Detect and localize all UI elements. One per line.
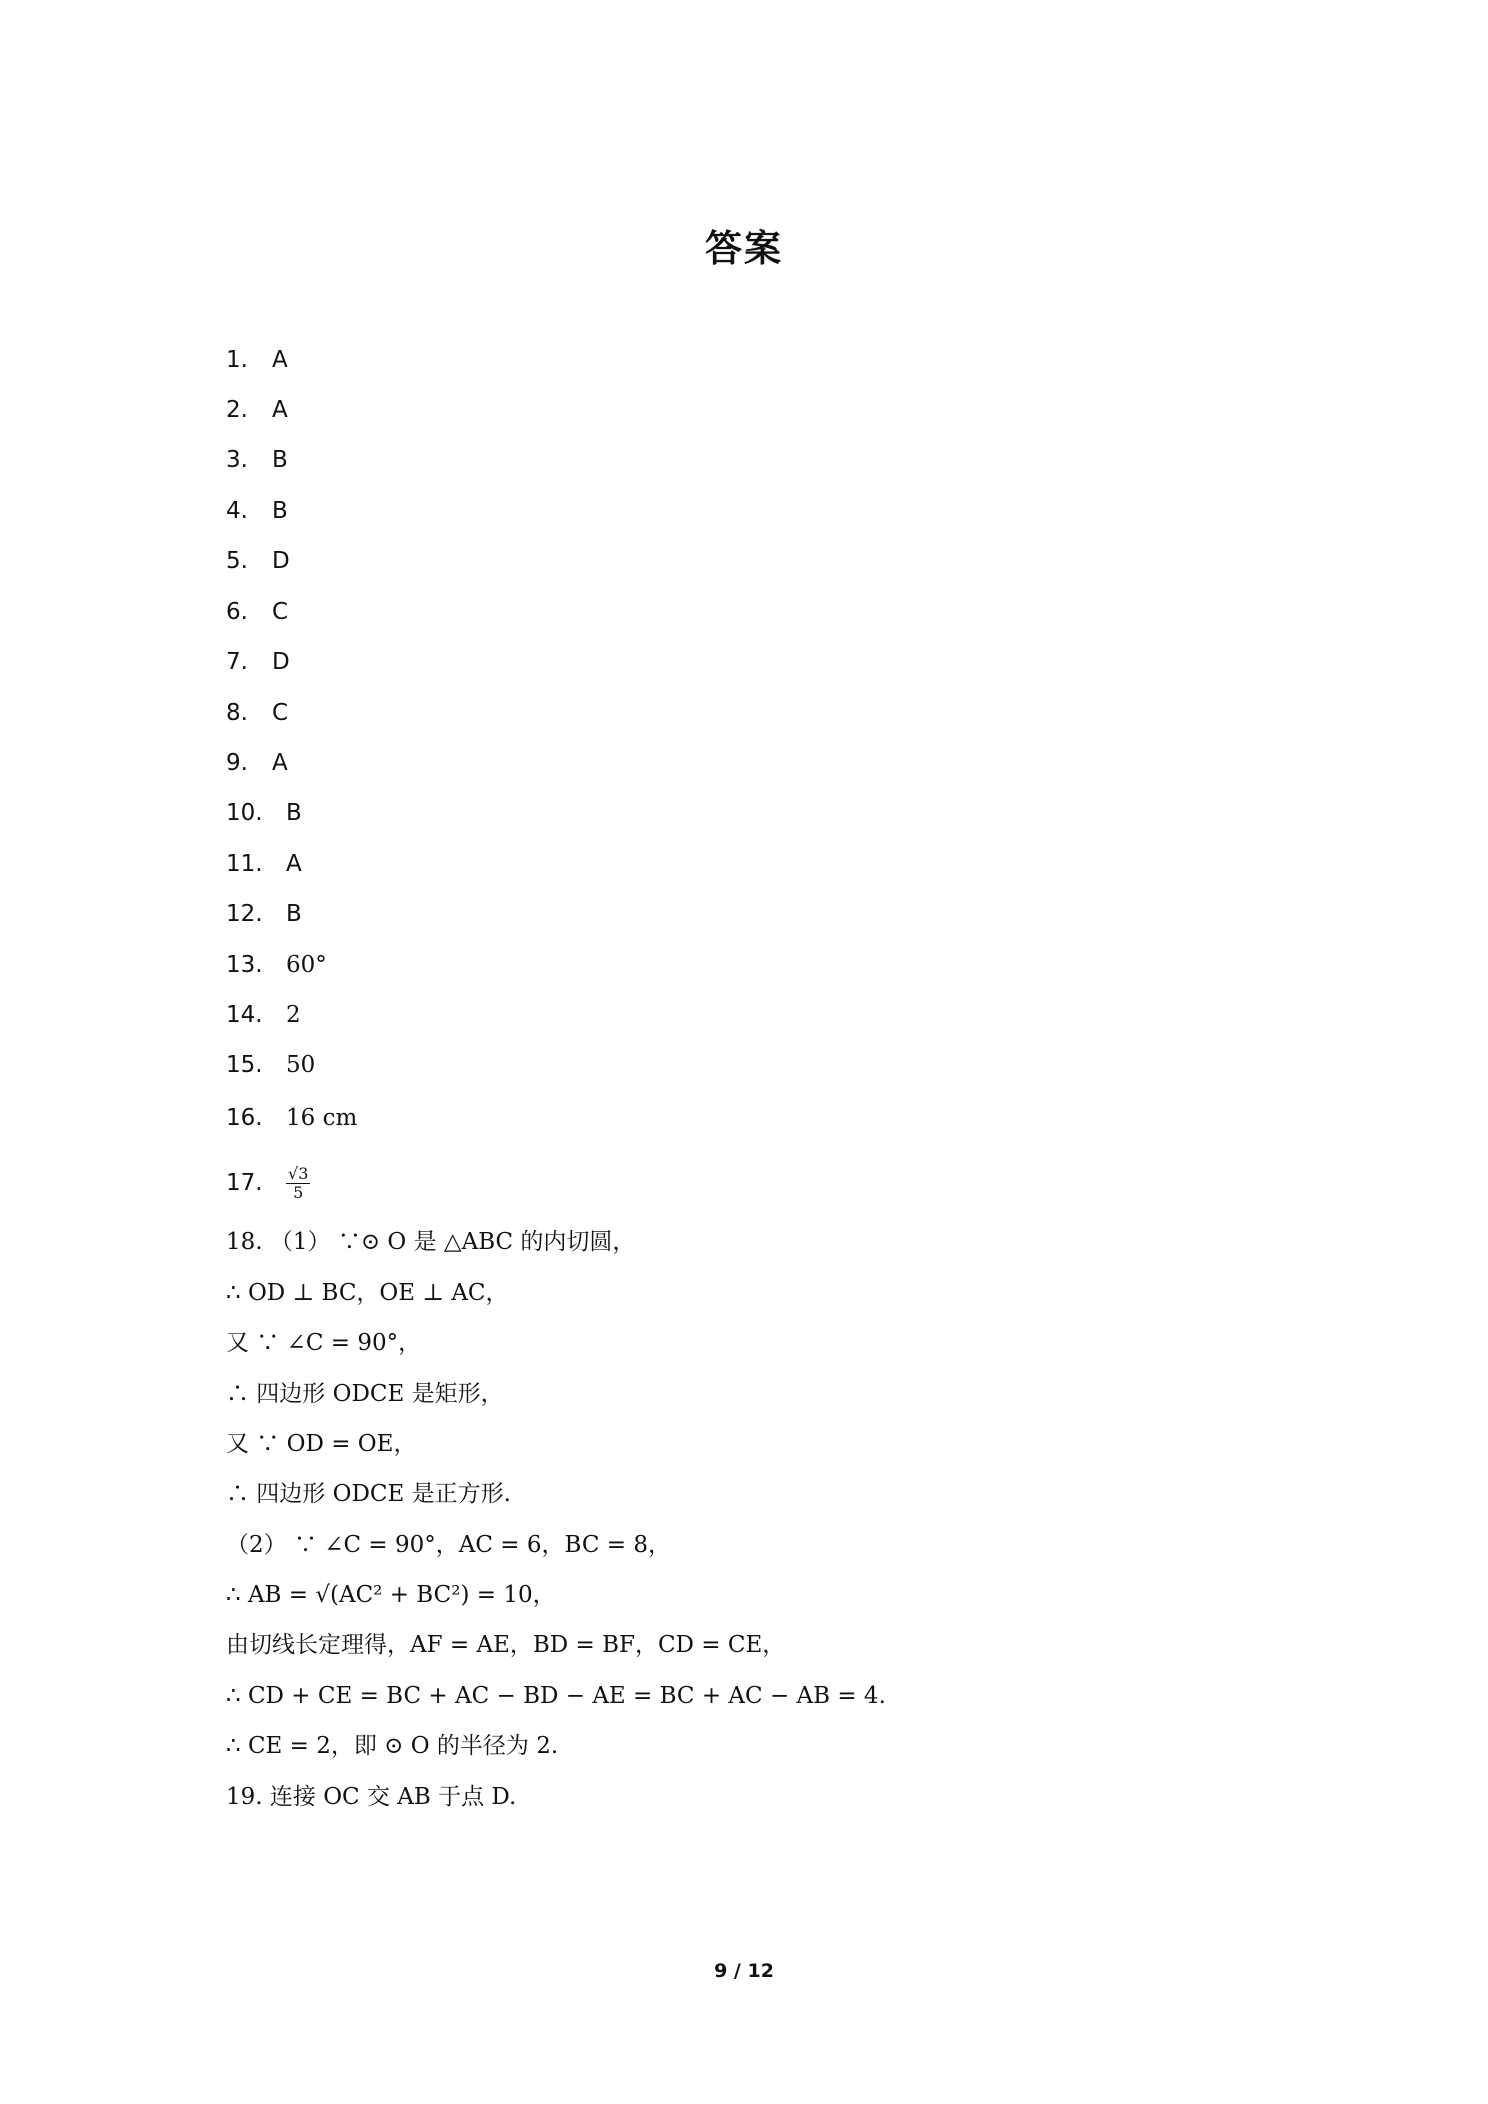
answer-value: 60°	[286, 952, 327, 978]
answer-number: 1.	[226, 347, 248, 373]
answer-number: 2.	[226, 397, 248, 423]
solution-line: （2） ∵ ∠C = 90°，AC = 6，BC = 8，	[226, 1532, 671, 1558]
answer-number: 6.	[226, 599, 248, 625]
answer-item	[226, 1098, 357, 1138]
answer-number: 8.	[226, 700, 248, 726]
answer-value: D	[272, 548, 290, 574]
answer-value: D	[272, 649, 290, 675]
answer-number: 15.	[226, 1052, 263, 1078]
answer-number: 16.	[226, 1105, 263, 1131]
answer-item	[226, 541, 290, 581]
answer-item	[226, 743, 288, 783]
answer-value: B	[272, 447, 288, 473]
answer-number: 17.	[226, 1170, 263, 1196]
solution-line: ∴ OD ⊥ BC，OE ⊥ AC，	[226, 1280, 509, 1306]
fraction-denominator: 5	[293, 1183, 304, 1202]
answer-item	[226, 844, 302, 884]
solution-line: 19. 连接 OC 交 AB 于点 D.	[226, 1784, 517, 1810]
page-title: 答案	[705, 227, 783, 270]
answer-item	[226, 693, 288, 733]
answer-number: 14.	[226, 1002, 263, 1028]
answer-value: 2	[286, 1002, 301, 1028]
answer-value: C	[272, 599, 289, 625]
answer-item	[226, 390, 288, 430]
answer-item	[226, 1045, 315, 1085]
answer-number: 9.	[226, 750, 248, 776]
answer-number: 12.	[226, 901, 263, 927]
answer-value: A	[272, 750, 288, 776]
answer-value: B	[272, 498, 288, 524]
answer-value: B	[286, 800, 302, 826]
solution-line: ∴ 四边形 ODCE 是正方形.	[226, 1481, 511, 1507]
answer-number: 13.	[226, 952, 263, 978]
page-number: 9 / 12	[714, 1960, 774, 1982]
answer-item	[226, 1163, 310, 1203]
answer-item	[226, 995, 301, 1035]
answer-item	[226, 491, 288, 531]
answer-item	[226, 592, 288, 632]
answer-value: 50	[286, 1052, 316, 1078]
answer-item	[226, 894, 302, 934]
answer-value: 16 cm	[286, 1105, 358, 1131]
solution-line: 又 ∵ OD = OE，	[226, 1431, 417, 1457]
answer-value: A	[272, 397, 288, 423]
solution-line: ∴ CE = 2，即 ⊙ O 的半径为 2.	[226, 1733, 559, 1759]
answer-item	[226, 793, 302, 833]
solution-line: 由切线长定理得，AF = AE，BD = BF，CD = CE，	[226, 1632, 786, 1658]
answer-value: A	[272, 347, 288, 373]
answer-item	[226, 340, 288, 380]
answer-number: 3.	[226, 447, 248, 473]
fraction	[286, 1165, 310, 1202]
answer-number: 5.	[226, 548, 248, 574]
answer-value: B	[286, 901, 302, 927]
answer-number: 7.	[226, 649, 248, 675]
fraction-numerator: √3	[288, 1164, 309, 1183]
answer-item	[226, 642, 290, 682]
answer-value: A	[286, 851, 302, 877]
solution-line: ∴ CD + CE = BC + AC − BD − AE = BC + AC − AB = 4.	[226, 1683, 886, 1709]
solution-line: 又 ∵ ∠C = 90°，	[226, 1330, 422, 1356]
solution-line: ∴ 四边形 ODCE 是矩形，	[226, 1381, 504, 1407]
answer-number: 10.	[226, 800, 263, 826]
answer-number: 11.	[226, 851, 263, 877]
solution-line: ∴ AB = √(AC² + BC²) = 10，	[226, 1582, 556, 1608]
answer-number: 4.	[226, 498, 248, 524]
answer-item	[226, 945, 327, 985]
answer-value: C	[272, 700, 289, 726]
solution-line: 18. （1） ∵⊙ O 是 △ABC 的内切圆，	[226, 1229, 636, 1255]
answer-item	[226, 440, 288, 480]
